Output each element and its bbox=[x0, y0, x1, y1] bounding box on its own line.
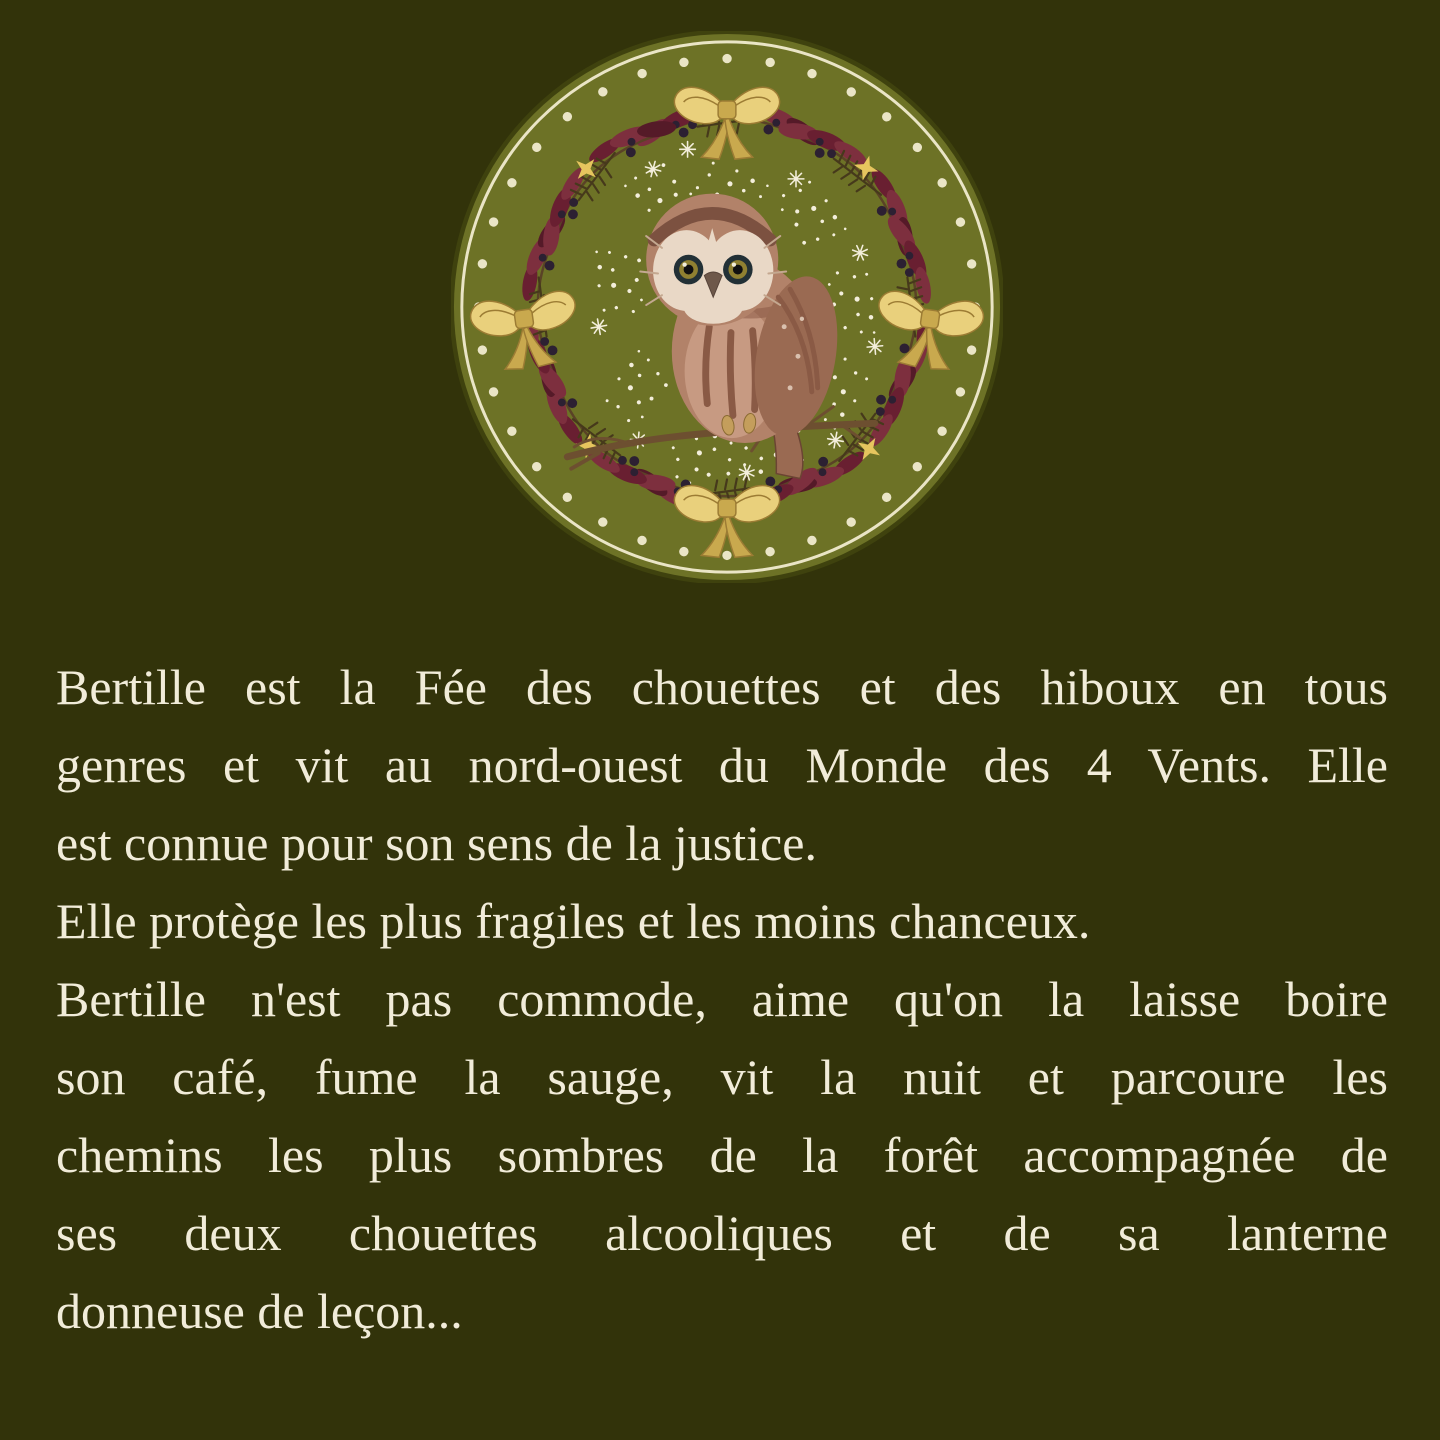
story-line-7: chemins les plus sombres de la forêt accompagnée de bbox=[56, 1127, 1388, 1183]
story-line-3: est connue pour son sens de la justice. bbox=[56, 815, 817, 871]
story-line-2: genres et vit au nord-ouest du Monde des 4 Vents. Elle bbox=[56, 737, 1388, 793]
story-line-4: Elle protège les plus fragiles et les moins chanceux. bbox=[56, 893, 1091, 949]
owl-right-eye bbox=[723, 255, 753, 285]
story-line-8: ses deux chouettes alcooliques et de sa lanterne bbox=[56, 1205, 1388, 1261]
owl-badge bbox=[451, 31, 1003, 583]
story-text bbox=[56, 648, 1388, 1350]
owl-left-eye bbox=[674, 255, 704, 285]
story-line-5: Bertille n'est pas commode, aime qu'on la laisse boire bbox=[56, 971, 1388, 1027]
story-line-9: donneuse de leçon... bbox=[56, 1283, 463, 1339]
story-line-1: Bertille est la Fée des chouettes et des hiboux en tous bbox=[56, 659, 1388, 715]
story-line-6: son café, fume la sauge, vit la nuit et parcoure les bbox=[56, 1049, 1388, 1105]
